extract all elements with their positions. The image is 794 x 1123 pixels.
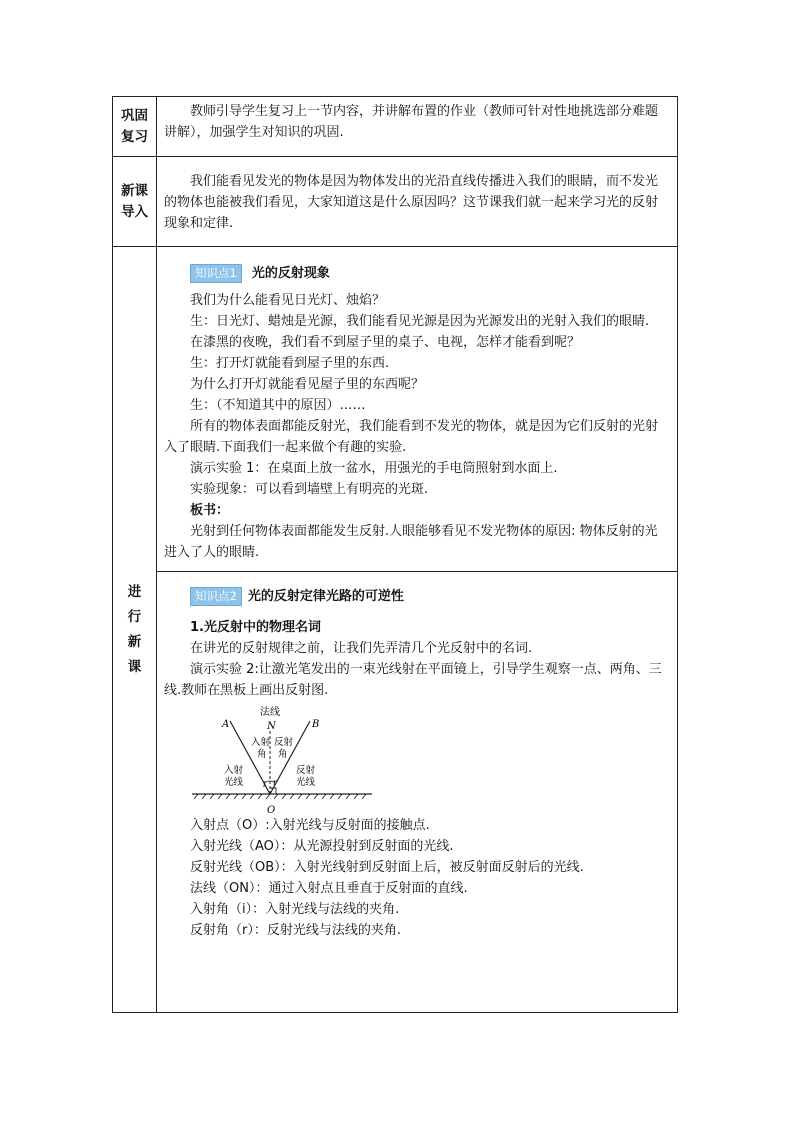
definition: 反射光线（OB）：入射光线射到反射面上后，被反射面反射后的光线. <box>190 860 584 875</box>
kp1-paragraph: 生：（不知道其中的原因）…… <box>190 398 366 413</box>
kp2-paragraph: 演示实验 2:让激光笔发出的一束光线射在平面镜上，引导学生观察一点、两角、三线.教师在黑板上画出反射图. <box>164 662 662 698</box>
label-B: B <box>312 719 320 730</box>
label-reflect-ray-1: 反射 <box>296 765 316 776</box>
label-reflect-angle-2: 角 <box>278 749 288 760</box>
intro-row <box>113 157 678 247</box>
review-row <box>113 97 678 157</box>
kp2-header <box>190 586 670 607</box>
new-lesson-content <box>157 247 678 1013</box>
label-reflect-ray-2: 光线 <box>296 777 316 788</box>
kp1-paragraph: 我们为什么能看见日光灯、烛焰？ <box>190 293 386 308</box>
kp1-paragraph: 演示实验 1：在桌面上放一盆水，用强光的手电筒照射到水面上. <box>190 461 558 476</box>
definition: 反射角（r）：反射光线与法线的夹角. <box>190 923 401 938</box>
reflection-diagram <box>184 703 670 815</box>
label-O: O <box>267 805 276 815</box>
row-label-review: 巩固 复习 <box>113 97 157 157</box>
intro-content <box>157 157 678 247</box>
review-content <box>157 97 678 157</box>
review-text: 教师引导学生复习上一节内容，并讲解布置的作业（教师可针对性地挑选部分难题讲解），加强学生对知识的巩固. <box>164 104 659 140</box>
definition: 入射点（O）:入射光线与反射面的接触点. <box>190 818 430 833</box>
label-r: r <box>273 778 277 787</box>
intro-text: 我们能看见发光的物体是因为物体发出的光沿直线传播进入我们的眼睛，而不发光的物体也能被我们看见，大家知道这是什么原因吗？这节课我们就一起来学习光的反射现象和定律. <box>164 174 659 231</box>
label-incident-angle-1: 入射 <box>251 737 271 748</box>
label-incident-ray-1: 入射 <box>224 765 244 776</box>
kp2-paragraph: 在讲光的反射规律之前，让我们先弄清几个光反射中的名词. <box>190 641 533 656</box>
kp2-badge: 知识点2 <box>190 587 242 606</box>
kp2-subheading: 1.光反射中的物理名词 <box>190 620 321 635</box>
kp1-title: 光的反射现象 <box>251 266 330 281</box>
kp1-paragraph: 实验现象：可以看到墙壁上有明亮的光斑. <box>190 482 429 497</box>
board-label: 板书： <box>190 503 230 518</box>
definition: 入射光线（AO）：从光源投射到反射面的光线. <box>190 839 454 854</box>
label-A: A <box>222 719 230 730</box>
label-incident-ray-2: 光线 <box>224 777 244 788</box>
mirror-hatching <box>194 794 366 799</box>
reflection-diagram-svg <box>184 703 384 815</box>
kp1-paragraph: 所有的物体表面都能反射光，我们能看到不发光的物体，就是因为它们反射的光射入了眼睛.下面我们一起来做个有趣的实验. <box>164 419 659 455</box>
kp1-header <box>190 263 670 284</box>
label-incident-angle-2: 角 <box>257 749 267 760</box>
kp2-title: 光的反射定律光路的可逆性 <box>247 589 404 604</box>
label-normal: 法线 <box>260 707 280 718</box>
kp1-paragraph: 生：打开灯就能看到屋子里的东西. <box>190 356 390 371</box>
label-reflect-angle-1: 反射 <box>274 737 294 748</box>
row-label-new-lesson: 进 行 新 课 <box>113 247 157 1013</box>
lesson-plan-table <box>112 96 678 1013</box>
definition: 入射角（i）：入射光线与法线的夹角. <box>190 902 400 917</box>
definition: 法线（ON）：通过入射点且垂直于反射面的直线. <box>190 881 468 896</box>
section-divider <box>157 571 677 572</box>
kp1-badge: 知识点1 <box>190 264 242 283</box>
row-label-intro: 新课 导入 <box>113 157 157 247</box>
label-N: N <box>267 721 276 732</box>
board-text: 光射到任何物体表面都能发生反射.人眼能够看见不发光物体的原因: 物体反射的光进入了人的眼睛. <box>164 524 658 560</box>
label-i: i <box>263 780 266 789</box>
kp1-paragraph: 为什么打开灯就能看见屋子里的东西呢？ <box>190 377 425 392</box>
new-lesson-row <box>113 247 678 1013</box>
kp1-paragraph: 在漆黑的夜晚，我们看不到屋子里的桌子、电视，怎样才能看到呢？ <box>190 335 581 350</box>
kp1-paragraph: 生：日光灯、蜡烛是光源，我们能看见光源是因为光源发出的光射入我们的眼睛. <box>190 314 650 329</box>
